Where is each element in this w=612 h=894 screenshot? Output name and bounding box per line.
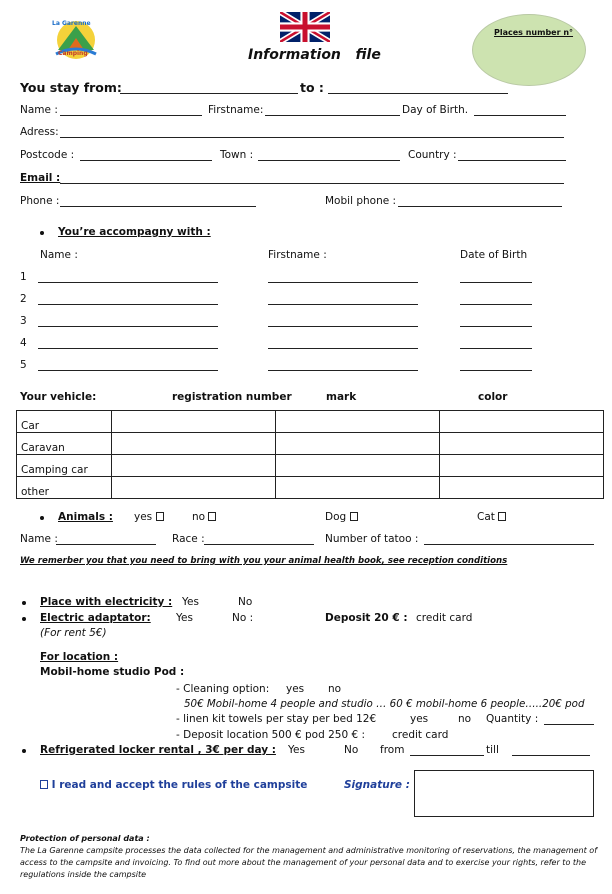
locker-till-field[interactable] [512, 755, 590, 756]
vehicle-color-cell[interactable] [440, 455, 604, 477]
companion-name-field[interactable] [38, 304, 218, 305]
bullet [40, 231, 44, 235]
footer-heading: Protection of personal data : [20, 834, 150, 843]
checkbox-icon[interactable] [156, 512, 164, 521]
mobile-field[interactable] [398, 206, 562, 207]
country-label: Country : [408, 149, 457, 161]
locker-yes[interactable]: Yes [288, 744, 305, 756]
vehicle-col-registration: registration number [172, 391, 292, 403]
email-field[interactable] [60, 183, 564, 184]
animals-cat-label: Cat [477, 511, 495, 523]
locker-label: Refrigerated locker rental , 3€ per day : [40, 744, 276, 756]
footer-body: The La Garenne campsite processes the data collected for the management and administrative monitoring of reservations, the management of access to the campsite and invoicing. To find out more about the management of your personal data and to exercise your rights, refer to the regulations inside the campsite [20, 846, 598, 879]
animals-dog[interactable] [325, 511, 358, 523]
vehicle-color-cell[interactable] [440, 433, 604, 455]
quantity-field[interactable] [544, 724, 594, 725]
vehicle-row-label: Caravan [17, 433, 112, 455]
vehicle-label: Your vehicle: [20, 391, 97, 403]
animals-no[interactable] [192, 511, 216, 523]
address-label: Adress: [20, 126, 59, 138]
companion-row-number: 5 [20, 359, 27, 371]
companion-name-field[interactable] [38, 348, 218, 349]
companion-birth-field[interactable] [460, 304, 532, 305]
electricity-no[interactable]: No [238, 596, 253, 608]
location-heading: For location : [40, 651, 119, 663]
vehicle-mark-cell[interactable] [276, 455, 440, 477]
stay-from-field[interactable] [120, 93, 298, 94]
signature-box[interactable] [414, 770, 594, 817]
address-field[interactable] [60, 137, 564, 138]
locker-from-label: from [380, 744, 405, 756]
vehicle-registration-cell[interactable] [112, 411, 276, 433]
animal-race-field[interactable] [204, 544, 314, 545]
linen-yes[interactable]: yes [410, 713, 429, 725]
table-row [17, 455, 604, 477]
vehicle-mark-cell[interactable] [276, 433, 440, 455]
animals-label: Animals : [58, 511, 113, 523]
quantity-label: Quantity : [486, 713, 539, 725]
vehicle-row-label: other [17, 477, 112, 499]
vehicle-registration-cell[interactable] [112, 477, 276, 499]
logo-text-bottom: Camping [58, 50, 88, 57]
checkbox-icon[interactable] [208, 512, 216, 521]
companions-col-birth: Date of Birth [460, 249, 528, 261]
companions-heading: You’re accompagny with : [58, 226, 211, 238]
town-label: Town : [220, 149, 254, 161]
animals-cat[interactable] [477, 511, 506, 523]
checkbox-icon[interactable] [40, 780, 48, 789]
bullet [22, 617, 26, 621]
postcode-field[interactable] [80, 160, 212, 161]
companion-row-number: 1 [20, 271, 27, 283]
postcode-label: Postcode : [20, 149, 75, 161]
vehicle-registration-cell[interactable] [112, 455, 276, 477]
page-title: Information file [248, 47, 381, 63]
adaptor-no[interactable]: No : [232, 612, 254, 624]
birth-field[interactable] [474, 115, 566, 116]
stay-to-field[interactable] [328, 93, 508, 94]
companions-col-name: Name : [40, 249, 78, 261]
vehicle-row-label: Car [17, 411, 112, 433]
vehicle-row-label: Camping car [17, 455, 112, 477]
location-deposit: - Deposit location 500 € pod 250 € : [176, 729, 366, 741]
vehicle-mark-cell[interactable] [276, 411, 440, 433]
companion-firstname-field[interactable] [268, 282, 418, 283]
animal-tattoo-label: Number of tatoo : [325, 533, 419, 545]
accept-rules-label: I read and accept the rules of the campsite [51, 779, 308, 791]
vehicle-col-color: color [478, 391, 508, 403]
birth-label: Day of Birth. [402, 104, 469, 116]
table-row [17, 477, 604, 499]
animal-race-label: Race : [172, 533, 205, 545]
accept-rules[interactable] [40, 779, 307, 791]
firstname-field[interactable] [265, 115, 400, 116]
linen-label: - linen kit towels per stay per bed 12€ [176, 713, 377, 725]
campsite-logo [48, 14, 104, 60]
animals-yes[interactable] [134, 511, 164, 523]
linen-no[interactable]: no [458, 713, 472, 725]
country-field[interactable] [458, 160, 566, 161]
animals-dog-label: Dog [325, 511, 347, 523]
vehicle-mark-cell[interactable] [276, 477, 440, 499]
companion-row-number: 4 [20, 337, 27, 349]
vehicle-col-mark: mark [326, 391, 357, 403]
animals-no-label: no [192, 511, 206, 523]
electricity-yes[interactable]: Yes [182, 596, 199, 608]
name-label: Name : [20, 104, 58, 116]
cleaning-label: - Cleaning option: [176, 683, 270, 695]
vehicle-color-cell[interactable] [440, 477, 604, 499]
companion-row-number: 2 [20, 293, 27, 305]
bullet [40, 516, 44, 520]
vehicle-table [16, 410, 604, 499]
places-number-box[interactable] [472, 14, 586, 86]
adaptor-yes[interactable]: Yes [176, 612, 193, 624]
animals-yes-label: yes [134, 511, 153, 523]
bullet [22, 749, 26, 753]
cleaning-prices: 50€ Mobil-home 4 people and studio … 60 € mobil-home 6 people…..20€ pod [184, 698, 585, 710]
table-row [17, 433, 604, 455]
companions-col-firstname: Firstname : [268, 249, 327, 261]
firstname-label: Firstname: [208, 104, 264, 116]
stay-from-label: You stay from: [20, 80, 122, 95]
companion-firstname-field[interactable] [268, 304, 418, 305]
companion-name-field[interactable] [38, 282, 218, 283]
companion-name-field[interactable] [38, 326, 218, 327]
companion-birth-field[interactable] [460, 348, 532, 349]
animal-reminder: We remerber you that you need to bring with you your animal health book, see reception conditions [20, 556, 508, 566]
checkbox-icon[interactable] [350, 512, 358, 521]
adaptor-label: Electric adaptator: [40, 612, 151, 624]
phone-label: Phone : [20, 195, 60, 207]
companion-firstname-field[interactable] [268, 370, 418, 371]
location-subheading: Mobil-home studio Pod : [40, 666, 185, 678]
animal-name-label: Name : [20, 533, 58, 545]
signature-label: Signature : [344, 779, 410, 791]
places-number-label: Places number n° [494, 28, 574, 37]
companion-firstname-field[interactable] [268, 348, 418, 349]
logo-text-top: La Garenne [52, 20, 91, 27]
stay-to-label: to : [300, 80, 324, 95]
mobile-label: Mobil phone : [325, 195, 397, 207]
email-label: Email : [20, 172, 61, 184]
companion-name-field[interactable] [38, 370, 218, 371]
name-field[interactable] [60, 115, 202, 116]
companion-row-number: 3 [20, 315, 27, 327]
table-row [17, 411, 604, 433]
companion-birth-field[interactable] [460, 370, 532, 371]
animal-tattoo-field[interactable] [424, 544, 594, 545]
animal-name-field[interactable] [56, 544, 156, 545]
cleaning-yes[interactable]: yes [286, 683, 305, 695]
locker-no[interactable]: No [344, 744, 359, 756]
checkbox-icon[interactable] [498, 512, 506, 521]
vehicle-registration-cell[interactable] [112, 433, 276, 455]
locker-till-label: till [486, 744, 499, 756]
adaptor-rent: (For rent 5€) [40, 627, 107, 639]
companion-birth-field[interactable] [460, 282, 532, 283]
adaptor-deposit: Deposit 20 € : [325, 612, 408, 624]
uk-flag-icon [280, 12, 330, 42]
town-field[interactable] [258, 160, 400, 161]
location-deposit-credit[interactable]: credit card [392, 729, 449, 741]
companion-firstname-field[interactable] [268, 326, 418, 327]
cleaning-no[interactable]: no [328, 683, 342, 695]
electricity-label: Place with electricity : [40, 596, 173, 608]
locker-from-field[interactable] [410, 755, 484, 756]
vehicle-color-cell[interactable] [440, 411, 604, 433]
bullet [22, 601, 26, 605]
adaptor-credit[interactable]: credit card [416, 612, 473, 624]
phone-field[interactable] [60, 206, 256, 207]
companion-birth-field[interactable] [460, 326, 532, 327]
